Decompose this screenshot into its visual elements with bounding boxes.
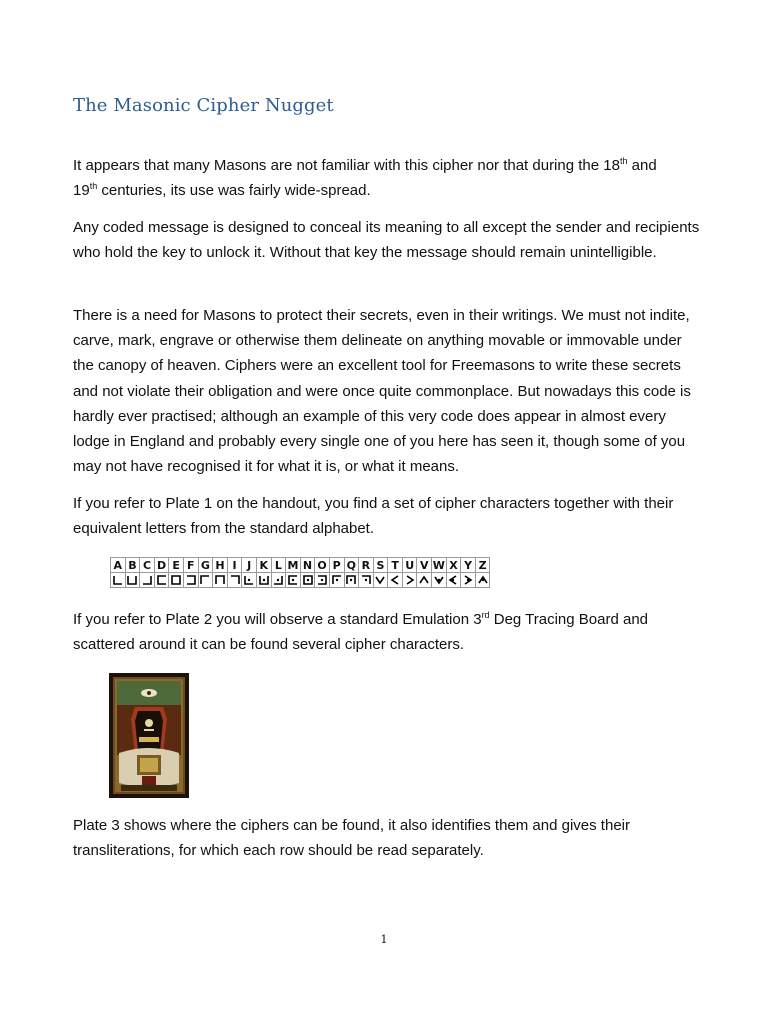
cipher-letter-cell: P <box>329 558 344 573</box>
cipher-symbol-glyph <box>360 574 372 586</box>
cipher-symbol-glyph <box>199 574 211 586</box>
cipher-letter-cell: C <box>140 558 155 573</box>
paragraph-intro <box>73 153 703 203</box>
cipher-symbol-cell <box>432 573 447 588</box>
cipher-letter-cell: W <box>432 558 445 572</box>
cipher-symbol-cell <box>169 573 184 588</box>
cipher-symbol-glyph <box>345 574 357 586</box>
cipher-symbol-glyph <box>302 574 314 586</box>
cipher-symbol-cell <box>125 573 140 588</box>
cipher-letter-cell: S <box>373 558 388 573</box>
cipher-symbol-glyph <box>433 574 445 586</box>
cipher-letter-cell: Q <box>344 558 359 573</box>
cipher-symbol-glyph <box>331 574 343 586</box>
cipher-letter-row <box>111 558 490 573</box>
cipher-symbol-cell <box>475 573 490 588</box>
cipher-letter-cell: B <box>125 558 140 573</box>
paragraph-protect-secrets: There is a need for Masons to protect their secrets, even in their writings. We must not indite, carve, mark, engrave or otherwise them delineate on anything movable or immovable under the canopy of heaven. Ciphers were an excellent tool for Freemasons to write these secrets and not violate their obligation and were once quite commonplace. But nowadays this code is hardly ever practised; although an example of this very code does appear in almost every lodge in England and probably every single one of you here has seen it, though some of you may not have recognised it for what it is, or what it means. <box>73 307 691 476</box>
cipher-symbol-glyph <box>170 574 182 586</box>
page-number: 1 <box>380 933 388 946</box>
cipher-symbol-cell <box>183 573 198 588</box>
cipher-symbol-glyph <box>156 574 168 586</box>
cipher-letter-cell: H <box>213 558 228 573</box>
cipher-symbol-cell <box>300 573 315 588</box>
paragraph-plate-2-text-2: Deg Tracing Board and scattered around it can be found several cipher characters. <box>73 611 649 654</box>
cipher-letter-cell: L <box>271 558 286 573</box>
cipher-symbol-glyph <box>389 574 401 586</box>
cipher-letter-cell: Y <box>461 558 476 573</box>
cipher-symbol-cell <box>154 573 169 588</box>
cipher-symbol-cell <box>344 573 359 588</box>
cipher-symbol-cell <box>388 573 403 588</box>
cipher-symbol-cell <box>227 573 242 588</box>
cipher-symbol-glyph <box>112 574 124 586</box>
cipher-symbol-glyph <box>272 574 284 586</box>
cipher-letter-cell: T <box>388 558 403 573</box>
cipher-symbol-glyph <box>462 574 474 586</box>
cipher-symbol-cell <box>359 573 374 588</box>
document-title: The Masonic Cipher Nugget <box>73 95 334 116</box>
paragraph-plate-3: Plate 3 shows where the ciphers can be found, it also identifies them and gives their transliterations, for which each row should be read separately. <box>73 817 630 860</box>
paragraph-intro-text-3: 19 <box>73 182 90 200</box>
cipher-symbol-glyph <box>418 574 430 586</box>
paragraph-plate-2-text-1: If you refer to Plate 2 you will observe a standard Emulation 3 <box>73 611 482 628</box>
cipher-symbol-cell <box>271 573 286 588</box>
cipher-symbol-glyph <box>287 574 299 586</box>
superscript-th-2: th <box>89 181 98 192</box>
cipher-symbol-cell <box>329 573 344 588</box>
cipher-letter-cell: G <box>198 558 213 573</box>
cipher-symbol-cell <box>140 573 155 588</box>
cipher-symbol-row <box>111 573 490 588</box>
cipher-letter-cell: F <box>183 558 198 573</box>
tracing-board-illustration <box>109 673 189 798</box>
cipher-letter-cell: J <box>242 558 257 573</box>
cipher-symbol-cell <box>111 573 126 588</box>
cipher-symbol-glyph <box>243 574 255 586</box>
cipher-symbol-glyph <box>404 574 416 586</box>
cipher-symbol-cell <box>402 573 417 588</box>
cipher-letter-cell: K <box>256 558 271 573</box>
cipher-letter-cell: X <box>446 558 461 573</box>
cipher-symbol-glyph <box>477 574 489 586</box>
cipher-letter-cell: I <box>227 558 242 573</box>
cipher-symbol-cell <box>461 573 476 588</box>
cipher-symbol-cell <box>286 573 301 588</box>
superscript-rd: rd <box>481 610 490 620</box>
cipher-key-table <box>110 557 490 588</box>
cipher-letter-cell: U <box>402 558 417 573</box>
cipher-letter-cell: R <box>359 558 374 573</box>
cipher-symbol-glyph <box>229 574 241 586</box>
paragraph-intro-text-4: centuries, its use was fairly wide-spread. <box>97 182 371 200</box>
cipher-symbol-cell <box>242 573 257 588</box>
cipher-letter-cell: E <box>169 558 184 573</box>
cipher-letter-cell: Z <box>475 558 490 573</box>
cipher-symbol-glyph <box>374 574 386 586</box>
cipher-letter-cell: D <box>154 558 169 573</box>
cipher-symbol-glyph <box>141 574 153 586</box>
cipher-symbol-cell <box>373 573 388 588</box>
cipher-symbol-glyph <box>126 574 138 586</box>
cipher-symbol-glyph <box>214 574 226 586</box>
cipher-symbol-cell <box>198 573 213 588</box>
cipher-symbol-glyph <box>258 574 270 586</box>
cipher-symbol-cell <box>417 573 432 588</box>
paragraph-intro-text-2: and <box>627 157 657 174</box>
cipher-symbol-cell <box>213 573 228 588</box>
cipher-symbol-cell <box>446 573 461 588</box>
tracing-board-image <box>109 673 189 798</box>
cipher-symbol-cell <box>256 573 271 588</box>
cipher-symbol-cell <box>315 573 330 588</box>
paragraph-plate-1: If you refer to Plate 1 on the handout, you find a set of cipher characters together with their equivalent letters from the standard alphabet. <box>73 495 674 538</box>
cipher-letter-cell: O <box>315 558 330 573</box>
paragraph-plate-2 <box>73 607 703 657</box>
cipher-letter-cell: A <box>111 558 126 573</box>
cipher-symbol-glyph <box>447 574 459 586</box>
superscript-th-1: th <box>619 156 628 166</box>
cipher-letter-cell: N <box>300 558 315 573</box>
cipher-letter-cell: V <box>417 558 432 573</box>
cipher-symbol-glyph <box>316 574 328 586</box>
paragraph-intro-text-1: It appears that many Masons are not familiar with this cipher nor that during the 18 <box>73 157 620 174</box>
cipher-symbol-glyph <box>185 574 197 586</box>
cipher-letter-cell: M <box>287 558 299 572</box>
paragraph-coded-message: Any coded message is designed to conceal its meaning to all except the sender and recipients who hold the key to unlock it. Without that key the message should remain unintelligible. <box>73 219 700 262</box>
